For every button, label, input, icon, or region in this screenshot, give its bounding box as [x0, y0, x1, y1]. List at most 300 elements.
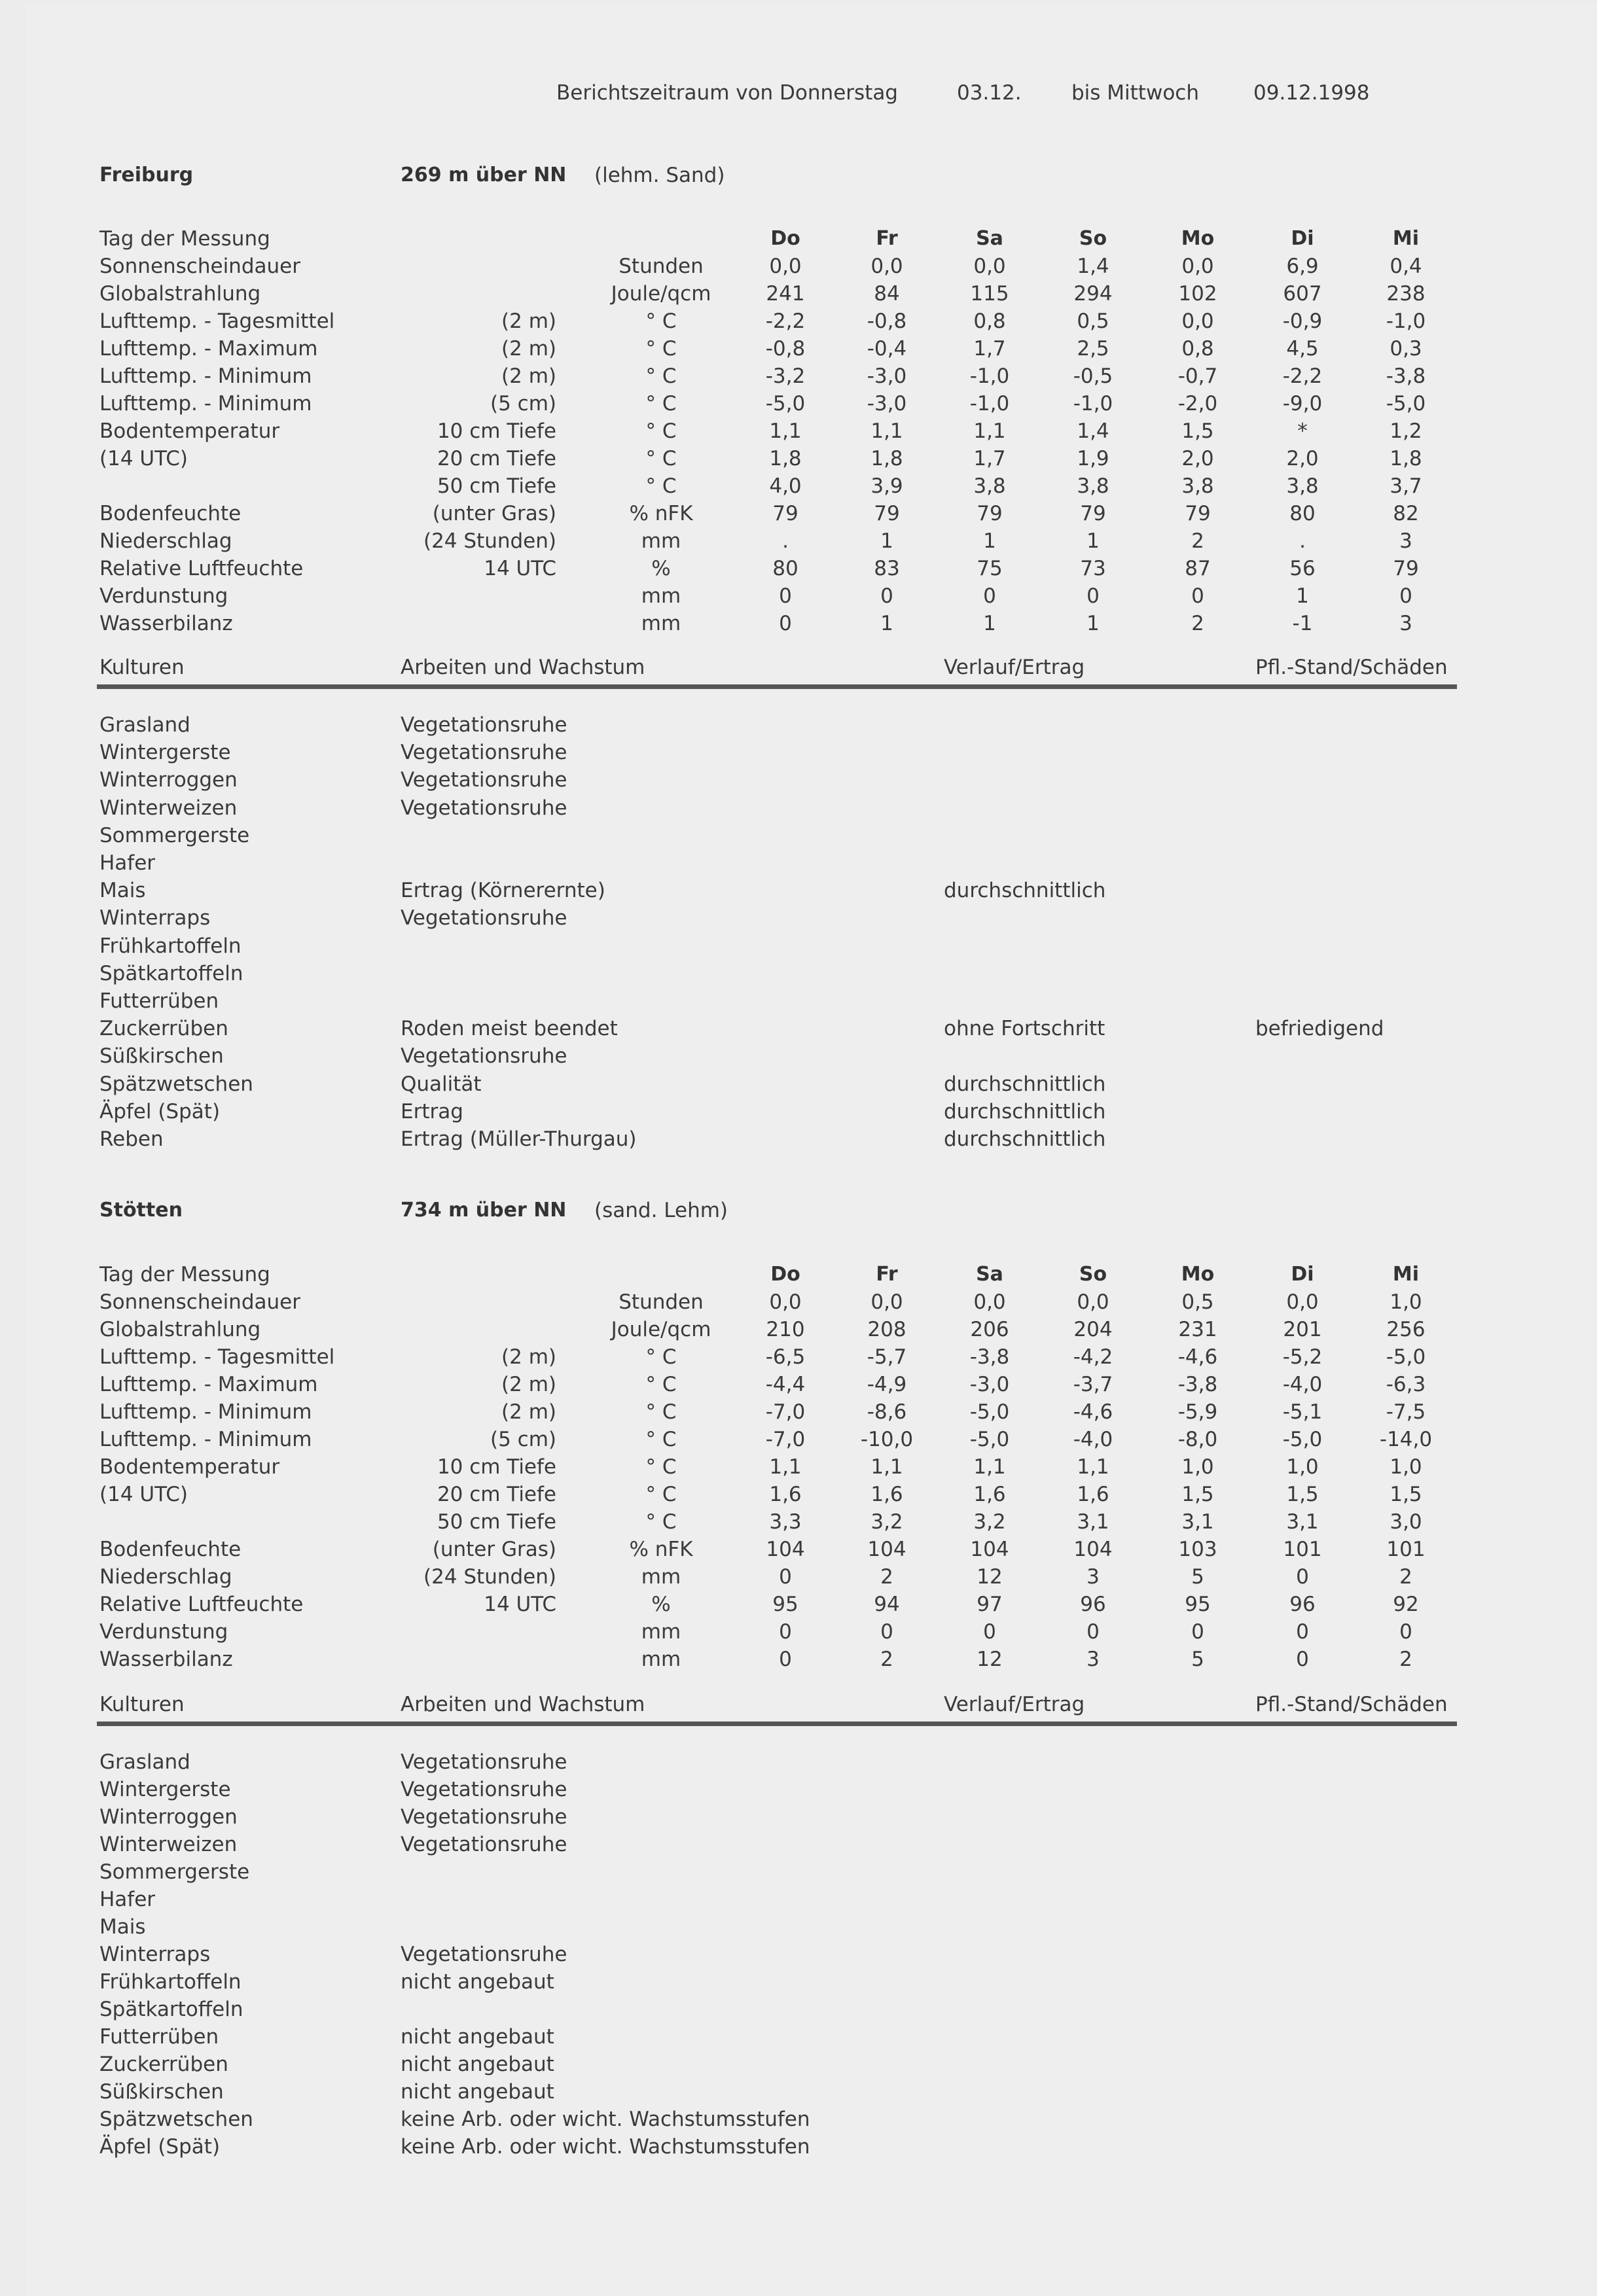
crop-work: nicht angebaut: [401, 2080, 554, 2104]
measure-value: 79: [772, 502, 798, 525]
measure-unit: mm: [641, 612, 681, 635]
crop-name: Mais: [99, 1915, 146, 1939]
measure-unit: Stunden: [619, 1290, 704, 1314]
measure-value: 3,7: [1390, 474, 1422, 498]
measure-value: 79: [874, 502, 900, 525]
measure-unit: ° C: [645, 1400, 677, 1424]
measure-sub: (2 m): [501, 1345, 556, 1369]
measure-value: 0,0: [870, 255, 903, 278]
crop-work: Vegetationsruhe: [401, 796, 567, 820]
measure-value: 1,1: [769, 419, 802, 443]
measure-label: Lufttemp. - Tagesmittel: [99, 1345, 335, 1369]
measure-value: 1,1: [870, 419, 903, 443]
measure-label: Bodentemperatur: [99, 419, 280, 443]
measure-value: 12: [977, 1565, 1003, 1589]
measure-value: 1,6: [1077, 1483, 1109, 1506]
measure-unit: ° C: [645, 419, 677, 443]
measure-label: Bodentemperatur: [99, 1455, 280, 1479]
measure-sub: 50 cm Tiefe: [437, 1510, 556, 1534]
measure-value: -4,4: [765, 1373, 806, 1396]
measure-value: 201: [1283, 1318, 1322, 1341]
measure-value: 12: [977, 1648, 1003, 1671]
measure-value: -0,4: [867, 337, 907, 361]
measure-value: 104: [1073, 1538, 1113, 1561]
measure-value: 1,5: [1181, 1483, 1214, 1506]
measure-label: Globalstrahlung: [99, 1318, 261, 1341]
measure-value: 1,6: [973, 1483, 1006, 1506]
measure-value: 1: [1086, 612, 1100, 635]
measure-sub: 50 cm Tiefe: [437, 474, 556, 498]
measure-value: 1: [880, 612, 893, 635]
measure-value: -3,8: [1177, 1373, 1218, 1396]
crop-course: durchschnittlich: [944, 1099, 1106, 1123]
measure-value: -1: [1292, 612, 1313, 635]
measure-value: 1,0: [1286, 1455, 1319, 1479]
crop-name: Mais: [99, 879, 146, 903]
measure-label: Lufttemp. - Minimum: [99, 364, 312, 388]
station-altitude: 269 m über NN: [401, 164, 567, 186]
crop-work: nicht angebaut: [401, 2025, 554, 2049]
station-name: Stötten: [99, 1199, 183, 1222]
crop-name: Futterrüben: [99, 989, 219, 1013]
measure-label: Lufttemp. - Minimum: [99, 1400, 312, 1424]
measure-label: Verdunstung: [99, 584, 228, 608]
measure-value: 1,5: [1181, 419, 1214, 443]
measure-value: 3,0: [1390, 1510, 1422, 1534]
measure-value: 104: [766, 1538, 805, 1561]
day-header-so: So: [1079, 1263, 1107, 1286]
measure-value: -4,2: [1073, 1345, 1113, 1369]
station-altitude: 734 m über NN: [401, 1199, 567, 1222]
measure-value: -4,0: [1282, 1373, 1323, 1396]
measure-value: 0,4: [1390, 255, 1422, 278]
measure-value: 206: [970, 1318, 1009, 1341]
measure-value: -5,7: [867, 1345, 907, 1369]
measure-value: -9,0: [1282, 392, 1323, 415]
report-sheet: [26, 4, 1597, 2296]
measure-value: 208: [867, 1318, 906, 1341]
crop-name: Grasland: [99, 1750, 190, 1774]
measure-value: 0: [1086, 1620, 1100, 1644]
report-end-label: bis Mittwoch: [1071, 81, 1199, 105]
measure-value: 1: [983, 612, 996, 635]
measure-value: -0,5: [1073, 364, 1113, 388]
measure-label: Lufttemp. - Minimum: [99, 392, 312, 415]
measure-value: 0,8: [1181, 337, 1214, 361]
measure-value: 1,7: [973, 337, 1006, 361]
measure-sub: (unter Gras): [432, 502, 556, 525]
day-header-fr: Fr: [876, 1263, 898, 1286]
measure-sub: 20 cm Tiefe: [437, 447, 556, 470]
measure-value: 1,2: [1390, 419, 1422, 443]
measure-unit: Stunden: [619, 255, 704, 278]
crop-work: Vegetationsruhe: [401, 906, 567, 930]
measure-value: 0,0: [769, 255, 802, 278]
measure-unit: Joule/qcm: [611, 282, 711, 306]
measure-value: 294: [1073, 282, 1113, 306]
measure-value: 2: [1191, 529, 1204, 553]
measure-value: 2,0: [1181, 447, 1214, 470]
measure-value: 0,0: [1181, 309, 1214, 333]
day-label: Tag der Messung: [99, 1263, 270, 1286]
measure-value: 1,1: [870, 1455, 903, 1479]
measure-unit: mm: [641, 584, 681, 608]
measure-value: 2,5: [1077, 337, 1109, 361]
crop-name: Winterweizen: [99, 1833, 238, 1856]
crops-header-kulturen: Kulturen: [99, 1693, 185, 1716]
crop-name: Winterroggen: [99, 768, 238, 792]
measure-value: -5,0: [1282, 1428, 1323, 1451]
measure-value: 80: [772, 557, 798, 580]
measure-value: .: [1299, 529, 1306, 553]
crop-name: Hafer: [99, 851, 156, 875]
crop-name: Sommergerste: [99, 823, 250, 847]
measure-value: 1,6: [769, 1483, 802, 1506]
measure-value: 3,2: [973, 1510, 1006, 1534]
measure-value: 3: [1399, 612, 1412, 635]
measure-value: 238: [1386, 282, 1426, 306]
measure-value: -4,6: [1073, 1400, 1113, 1424]
measure-label: Wasserbilanz: [99, 1648, 233, 1671]
crop-course: durchschnittlich: [944, 1072, 1106, 1096]
measure-value: 0,0: [769, 1290, 802, 1314]
crop-name: Winterraps: [99, 906, 211, 930]
measure-unit: ° C: [645, 1428, 677, 1451]
measure-value: 1,1: [973, 1455, 1006, 1479]
measure-value: 104: [867, 1538, 906, 1561]
day-header-di: Di: [1291, 227, 1314, 250]
measure-label: Bodenfeuchte: [99, 1538, 242, 1561]
measure-label: Relative Luftfeuchte: [99, 557, 304, 580]
measure-value: 1,0: [1390, 1455, 1422, 1479]
measure-value: -5,0: [969, 1400, 1010, 1424]
measure-unit: % nFK: [629, 502, 693, 525]
measure-sub: 14 UTC: [484, 557, 556, 580]
measure-value: 102: [1178, 282, 1217, 306]
measure-value: 3,8: [973, 474, 1006, 498]
measure-unit: ° C: [645, 309, 677, 333]
measure-value: 1: [1296, 584, 1309, 608]
measure-value: 607: [1283, 282, 1322, 306]
measure-unit: ° C: [645, 1373, 677, 1396]
measure-value: .: [782, 529, 789, 553]
measure-sub: (2 m): [501, 337, 556, 361]
measure-value: -0,8: [765, 337, 806, 361]
measure-value: 1,0: [1181, 1455, 1214, 1479]
day-label: Tag der Messung: [99, 227, 270, 251]
crops-header-stand: Pfl.-Stand/Schäden: [1255, 656, 1448, 679]
measure-sub: (5 cm): [490, 1428, 556, 1451]
measure-value: 0: [779, 1565, 792, 1589]
crop-course: durchschnittlich: [944, 879, 1106, 903]
crop-work: Vegetationsruhe: [401, 713, 567, 737]
measure-unit: ° C: [645, 1483, 677, 1506]
measure-unit: %: [651, 1593, 671, 1616]
measure-unit: mm: [641, 1648, 681, 1671]
measure-unit: Joule/qcm: [611, 1318, 711, 1341]
crop-work: Qualität: [401, 1072, 482, 1096]
measure-value: -6,5: [765, 1345, 806, 1369]
measure-value: -4,9: [867, 1373, 907, 1396]
measure-label: Wasserbilanz: [99, 612, 233, 635]
measure-value: 94: [874, 1593, 900, 1616]
measure-value: -3,0: [867, 392, 907, 415]
measure-value: 0,5: [1077, 309, 1109, 333]
day-header-do: Do: [770, 227, 800, 250]
measure-value: 0,5: [1181, 1290, 1214, 1314]
measure-value: -1,0: [1073, 392, 1113, 415]
crop-name: Wintergerste: [99, 1778, 231, 1801]
crop-work: Ertrag (Körnerernte): [401, 879, 605, 903]
crop-work: Ertrag (Müller-Thurgau): [401, 1127, 637, 1151]
measure-value: 80: [1289, 502, 1316, 525]
crops-header-kulturen: Kulturen: [99, 656, 185, 679]
measure-value: 1,1: [769, 1455, 802, 1479]
crop-name: Spätkartoffeln: [99, 1998, 243, 2021]
measure-unit: mm: [641, 529, 681, 553]
report-end-date: 09.12.1998: [1253, 81, 1370, 105]
day-header-sa: Sa: [976, 227, 1003, 250]
measure-value: *: [1297, 419, 1308, 443]
crop-work: Vegetationsruhe: [401, 1750, 567, 1774]
measure-value: 1,4: [1077, 255, 1109, 278]
measure-value: 79: [977, 502, 1003, 525]
crop-name: Winterroggen: [99, 1805, 238, 1829]
measure-value: 0: [880, 1620, 893, 1644]
measure-value: -5,0: [765, 392, 806, 415]
measure-value: 0: [1399, 584, 1412, 608]
measure-sub: (2 m): [501, 1373, 556, 1396]
crop-work: nicht angebaut: [401, 2053, 554, 2076]
measure-value: 2: [1399, 1565, 1412, 1589]
measure-value: -3,7: [1073, 1373, 1113, 1396]
measure-value: -2,2: [765, 309, 806, 333]
crop-name: Reben: [99, 1127, 164, 1151]
section-divider: [97, 1722, 1457, 1726]
station-name: Freiburg: [99, 164, 194, 186]
crop-name: Zuckerrüben: [99, 1017, 228, 1041]
measure-value: 0: [779, 1648, 792, 1671]
measure-value: 3: [1086, 1565, 1100, 1589]
day-header-mo: Mo: [1181, 227, 1215, 250]
measure-value: 0: [1086, 584, 1100, 608]
measure-value: 96: [1080, 1593, 1106, 1616]
measure-sub: 14 UTC: [484, 1593, 556, 1616]
measure-unit: ° C: [645, 364, 677, 388]
measure-value: 0: [983, 584, 996, 608]
crop-work: Vegetationsruhe: [401, 741, 567, 765]
measure-value: -5,0: [1386, 392, 1426, 415]
measure-unit: ° C: [645, 1455, 677, 1479]
measure-value: 5: [1191, 1565, 1204, 1589]
measure-value: 1: [1086, 529, 1100, 553]
measure-value: 3,9: [870, 474, 903, 498]
measure-label: Niederschlag: [99, 529, 232, 553]
measure-value: 3,1: [1286, 1510, 1319, 1534]
measure-value: -5,2: [1282, 1345, 1323, 1369]
crop-course: durchschnittlich: [944, 1127, 1106, 1151]
measure-value: 103: [1178, 1538, 1217, 1561]
crops-header-stand: Pfl.-Stand/Schäden: [1255, 1693, 1448, 1716]
measure-value: -5,1: [1282, 1400, 1323, 1424]
measure-value: 2: [1191, 612, 1204, 635]
measure-value: 0: [779, 584, 792, 608]
measure-value: 241: [766, 282, 805, 306]
measure-value: 1,1: [1077, 1455, 1109, 1479]
crop-name: Grasland: [99, 713, 190, 737]
measure-unit: %: [651, 557, 671, 580]
measure-sub: (5 cm): [490, 392, 556, 415]
measure-value: -2,0: [1177, 392, 1218, 415]
measure-label: Lufttemp. - Minimum: [99, 1428, 312, 1451]
measure-unit: % nFK: [629, 1538, 693, 1561]
measure-value: 2: [880, 1648, 893, 1671]
measure-label: Verdunstung: [99, 1620, 228, 1644]
measure-value: 101: [1386, 1538, 1426, 1561]
day-header-mi: Mi: [1392, 1263, 1420, 1286]
measure-value: 3,1: [1077, 1510, 1109, 1534]
measure-value: -0,9: [1282, 309, 1323, 333]
measure-value: 1: [983, 529, 996, 553]
crop-work: Vegetationsruhe: [401, 1044, 567, 1069]
crop-name: Winterraps: [99, 1943, 211, 1966]
measure-value: 95: [772, 1593, 798, 1616]
measure-value: 1,0: [1390, 1290, 1422, 1314]
day-header-so: So: [1079, 227, 1107, 250]
measure-sub: (2 m): [501, 364, 556, 388]
measure-sub: 20 cm Tiefe: [437, 1483, 556, 1506]
crop-work: Vegetationsruhe: [401, 768, 567, 792]
crops-header-verlauf: Verlauf/Ertrag: [944, 1693, 1085, 1716]
measure-value: 1,5: [1390, 1483, 1422, 1506]
measure-sub: (2 m): [501, 1400, 556, 1424]
report-start-date: 03.12.: [957, 81, 1022, 105]
measure-sub: (24 Stunden): [423, 529, 556, 553]
report-period-label: Berichtszeitraum von Donnerstag: [556, 81, 898, 105]
crop-work: Ertrag: [401, 1099, 463, 1123]
measure-value: 79: [1393, 557, 1419, 580]
measure-value: 3,1: [1181, 1510, 1214, 1534]
measure-label: Lufttemp. - Maximum: [99, 1373, 318, 1396]
station-soil: (lehm. Sand): [594, 164, 725, 187]
crop-name: Futterrüben: [99, 2025, 219, 2049]
measure-value: 79: [1080, 502, 1106, 525]
measure-value: 0: [1296, 1565, 1309, 1589]
measure-value: 96: [1289, 1593, 1316, 1616]
measure-value: 3: [1086, 1648, 1100, 1671]
measure-value: 0: [983, 1620, 996, 1644]
crop-name: Hafer: [99, 1888, 156, 1911]
measure-value: 1,1: [973, 419, 1006, 443]
measure-value: 101: [1283, 1538, 1322, 1561]
day-header-sa: Sa: [976, 1263, 1003, 1286]
day-header-mi: Mi: [1392, 227, 1420, 250]
measure-value: -2,2: [1282, 364, 1323, 388]
measure-value: -1,0: [969, 392, 1010, 415]
measure-value: 56: [1289, 557, 1316, 580]
measure-value: -5,0: [1386, 1345, 1426, 1369]
measure-sub: (unter Gras): [432, 1538, 556, 1561]
measure-value: 256: [1386, 1318, 1426, 1341]
measure-value: 115: [970, 282, 1009, 306]
measure-value: 0: [1191, 584, 1204, 608]
crop-name: Sommergerste: [99, 1860, 250, 1884]
measure-value: 0: [1399, 1620, 1412, 1644]
measure-value: 0: [880, 584, 893, 608]
measure-value: -3,0: [867, 364, 907, 388]
measure-value: 0,0: [1286, 1290, 1319, 1314]
measure-value: 0,0: [973, 1290, 1006, 1314]
measure-sub: (2 m): [501, 309, 556, 333]
measure-value: 1,6: [870, 1483, 903, 1506]
measure-value: 0,0: [1077, 1290, 1109, 1314]
measure-label: Globalstrahlung: [99, 282, 261, 306]
measure-value: 204: [1073, 1318, 1113, 1341]
measure-value: 75: [977, 557, 1003, 580]
station-soil: (sand. Lehm): [594, 1199, 728, 1222]
section-divider: [97, 684, 1457, 689]
crop-work: nicht angebaut: [401, 1970, 554, 1994]
measure-unit: mm: [641, 1565, 681, 1589]
crop-name: Süßkirschen: [99, 1044, 224, 1069]
crop-name: Äpfel (Spät): [99, 1099, 221, 1123]
measure-label: (14 UTC): [99, 1483, 188, 1506]
measure-sub: (24 Stunden): [423, 1565, 556, 1589]
measure-value: 0,8: [973, 309, 1006, 333]
measure-value: 4,0: [769, 474, 802, 498]
crop-work: keine Arb. oder wicht. Wachstumsstufen: [401, 2135, 810, 2159]
measure-value: 95: [1185, 1593, 1211, 1616]
measure-value: 92: [1393, 1593, 1419, 1616]
measure-label: Bodenfeuchte: [99, 502, 242, 525]
measure-value: 3: [1399, 529, 1412, 553]
measure-value: 84: [874, 282, 900, 306]
measure-label: Sonnenscheindauer: [99, 255, 300, 278]
measure-label: Sonnenscheindauer: [99, 1290, 300, 1314]
day-header-mo: Mo: [1181, 1263, 1215, 1286]
crop-name: Spätzwetschen: [99, 1072, 253, 1096]
day-header-fr: Fr: [876, 227, 898, 250]
crop-work: keine Arb. oder wicht. Wachstumsstufen: [401, 2108, 810, 2131]
measure-value: 1,7: [973, 447, 1006, 470]
measure-value: 210: [766, 1318, 805, 1341]
measure-value: -3,8: [969, 1345, 1010, 1369]
crop-work: Roden meist beendet: [401, 1017, 618, 1041]
measure-label: Lufttemp. - Tagesmittel: [99, 309, 335, 333]
crop-work: Vegetationsruhe: [401, 1805, 567, 1829]
measure-value: -14,0: [1379, 1428, 1433, 1451]
measure-value: 3,3: [769, 1510, 802, 1534]
measure-value: 0: [1191, 1620, 1204, 1644]
measure-value: 6,9: [1286, 255, 1319, 278]
measure-value: 2,0: [1286, 447, 1319, 470]
measure-value: 0,3: [1390, 337, 1422, 361]
crop-name: Wintergerste: [99, 741, 231, 765]
measure-value: 3,8: [1286, 474, 1319, 498]
measure-value: -4,6: [1177, 1345, 1218, 1369]
crop-name: Spätzwetschen: [99, 2108, 253, 2131]
crop-name: Süßkirschen: [99, 2080, 224, 2104]
measure-value: -0,7: [1177, 364, 1218, 388]
measure-value: 231: [1178, 1318, 1217, 1341]
crop-name: Zuckerrüben: [99, 2053, 228, 2076]
measure-sub: 10 cm Tiefe: [437, 419, 556, 443]
measure-value: 3,2: [870, 1510, 903, 1534]
crop-name: Äpfel (Spät): [99, 2135, 221, 2159]
measure-value: -3,2: [765, 364, 806, 388]
measure-value: 1,8: [1390, 447, 1422, 470]
measure-value: -5,9: [1177, 1400, 1218, 1424]
